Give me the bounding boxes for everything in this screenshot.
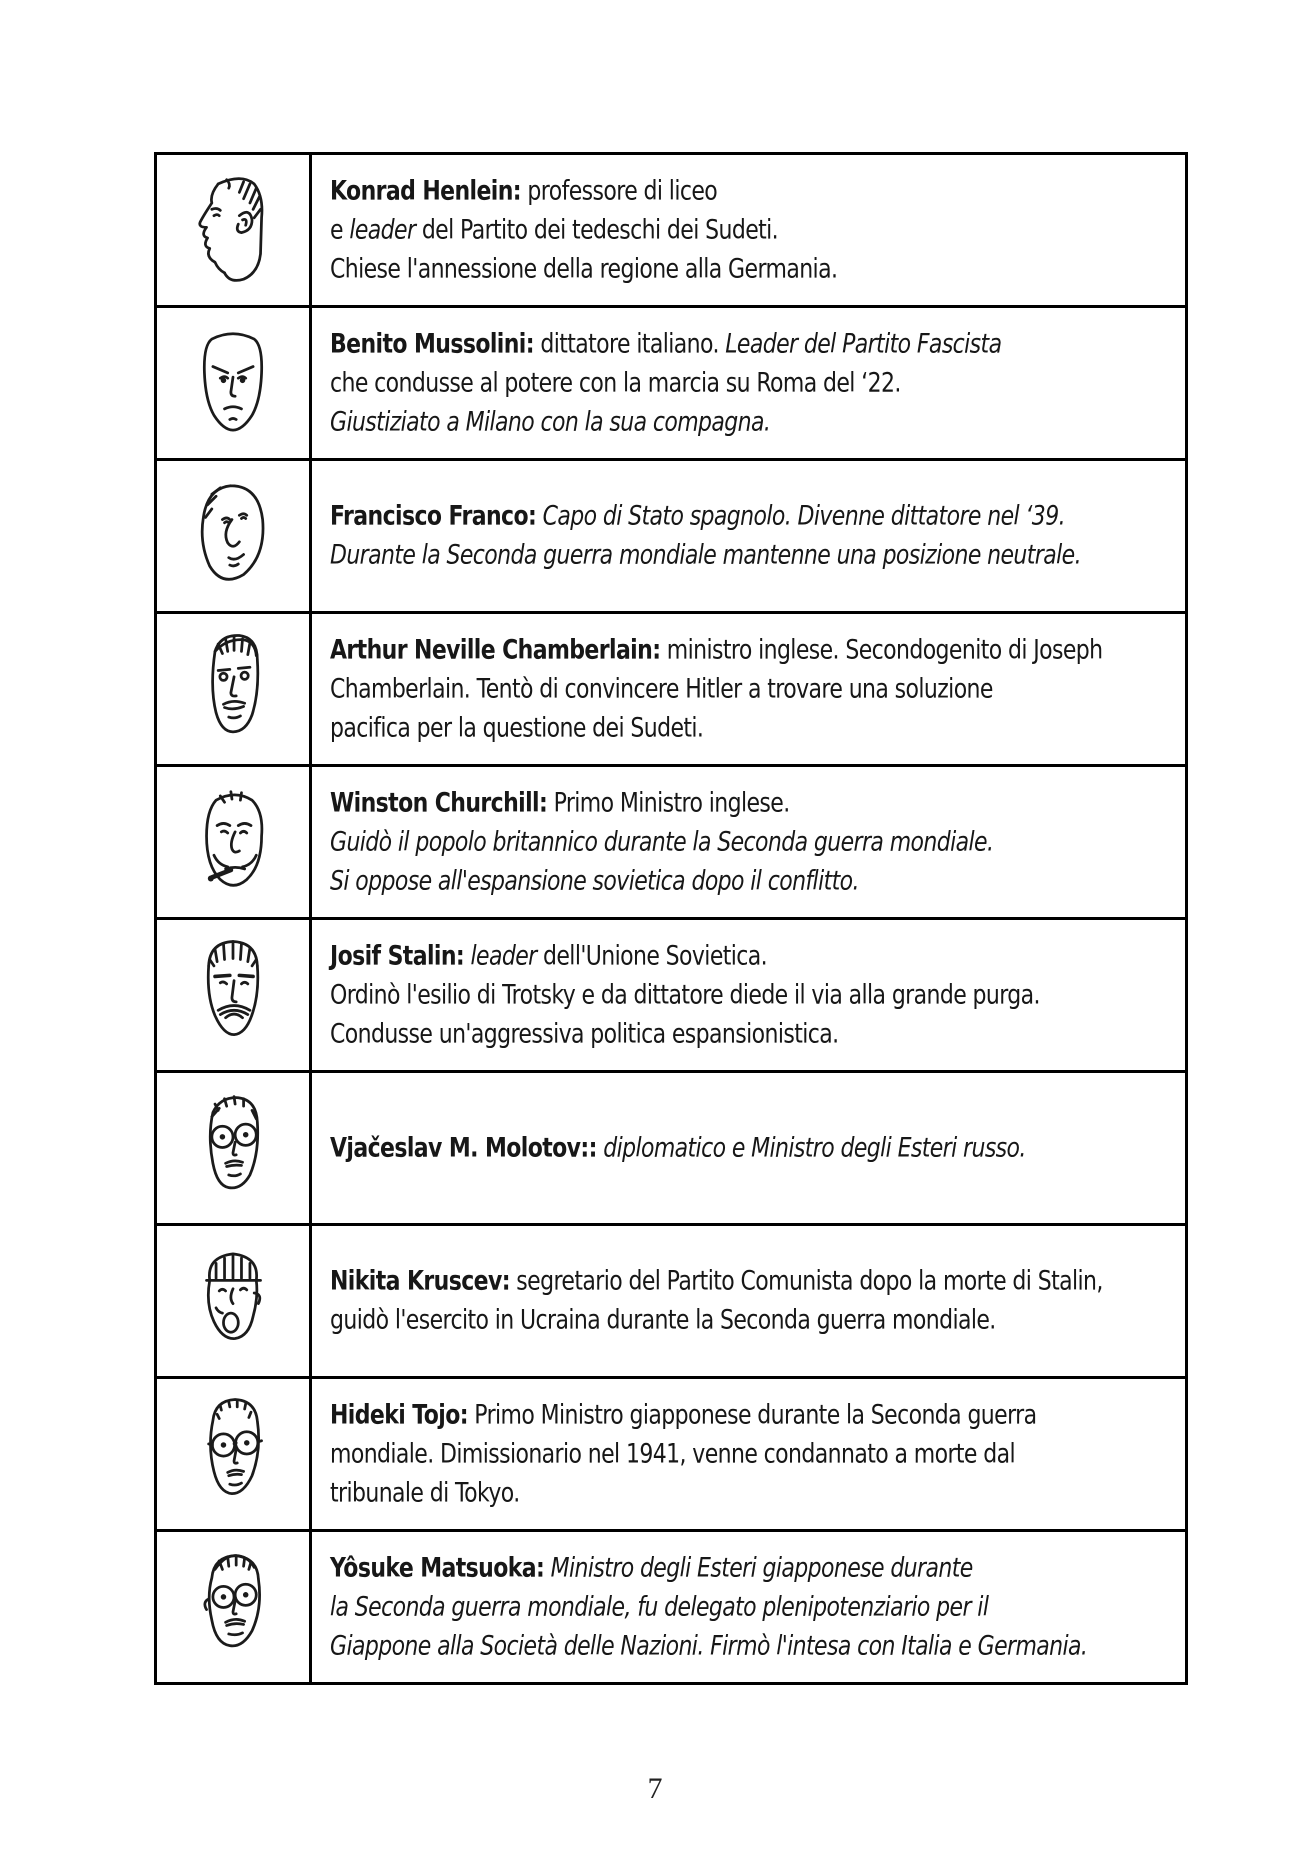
francisco-franco-portrait (157, 461, 312, 611)
figure-name: Benito Mussolini: (330, 328, 534, 360)
figure-description-text: Capo di Stato spagnolo. Divenne dittatore nel ‘39. (542, 501, 1065, 532)
table-row (157, 1073, 1185, 1226)
figure-description-text: diplomatico e Ministro degli Esteri russo. (603, 1132, 1026, 1164)
figure-description-text: Si oppose all'espansione sovietica dopo il conflitto. (330, 865, 859, 897)
konrad-henlein-portrait (157, 155, 312, 305)
figure-description-text: Chiese l'annessione della regione alla Germania. (330, 253, 838, 285)
josif-stalin-portrait (157, 920, 312, 1070)
figure-description-text: Durante la Seconda guerra mondiale mantenne una posizione neutrale. (330, 540, 1081, 571)
figure-description-text: dell'Unione Sovietica. (536, 940, 768, 972)
figure-description-text: tribunale di Tokyo. (330, 1477, 520, 1509)
figure-description-text: Giustiziato a Milano con la sua compagna. (330, 406, 771, 438)
description-cell (312, 461, 1185, 611)
table-row (157, 1532, 1185, 1682)
description-line (330, 1297, 1171, 1345)
yosuke-matsuoka-portrait (157, 1532, 312, 1682)
figure-description-text: Primo Ministro inglese. (547, 787, 790, 819)
figure-description-text: Ordinò l'esilio di Trotsky e da dittatore diede il via alla grande purga. (330, 979, 1040, 1011)
table-row (157, 1226, 1185, 1379)
description-cell (312, 1379, 1185, 1529)
figure-name: Yôsuke Matsuoka: (330, 1552, 545, 1584)
figure-description-text: pacifica per la questione dei Sudeti. (330, 712, 704, 744)
description-line (330, 1469, 1171, 1517)
table-row (157, 1379, 1185, 1532)
description-line (330, 532, 1171, 580)
arthur-neville-chamberlain-portrait (157, 614, 312, 764)
figure-description-text: segretario del Partito Comunista dopo la morte di Stalin, (509, 1266, 1103, 1297)
table-row (157, 920, 1185, 1073)
description-line (330, 1622, 1171, 1670)
description-line (330, 245, 1171, 293)
figure-name: Konrad Henlein: (330, 175, 521, 207)
description-line (330, 857, 1171, 905)
figure-name: Hideki Tojo: (330, 1399, 468, 1431)
figure-description-text: Guidò il popolo britannico durante la Seconda guerra mondiale. (330, 826, 994, 858)
hideki-tojo-portrait (157, 1379, 312, 1529)
figure-name: Arthur Neville Chamberlain: (330, 634, 661, 666)
description-cell (312, 308, 1185, 458)
figure-description-text: ministro inglese. Secondogenito di Joseph (660, 634, 1103, 666)
figure-description-text: la Seconda guerra mondiale, fu delegato plenipotenziario per il (330, 1591, 989, 1623)
description-cell (312, 614, 1185, 764)
description-cell (312, 1532, 1185, 1682)
page-number: 7 (647, 1772, 663, 1805)
figure-name: Vjačeslav M. Molotov:: (330, 1132, 597, 1164)
description-line (330, 398, 1171, 446)
table-row (157, 308, 1185, 461)
table-row (157, 461, 1185, 614)
figure-description-text: guidò l'esercito in Ucraina durante la Seconda guerra mondiale. (330, 1305, 996, 1336)
figure-description-text: Giappone alla Società delle Nazioni. Firmò l'intesa con Italia e Germania. (330, 1630, 1088, 1662)
historical-figures-table (154, 152, 1188, 1685)
description-line (330, 1124, 1171, 1172)
figure-name: Winston Churchill: (330, 787, 548, 819)
figure-name: Nikita Kruscev: (330, 1266, 510, 1297)
figure-description-text: mondiale. Dimissionario nel 1941, venne condannato a morte dal (330, 1438, 1015, 1470)
figure-description-text: del Partito dei tedeschi dei Sudeti. (415, 214, 779, 246)
figure-description-text: professore di liceo (521, 175, 718, 207)
figure-description-text: che condusse al potere con la marcia su Roma del ‘22. (330, 367, 901, 399)
description-cell (312, 155, 1185, 305)
figure-description-text: leader (349, 214, 416, 246)
description-cell (312, 1073, 1185, 1223)
benito-mussolini-portrait (157, 308, 312, 458)
table-row (157, 155, 1185, 308)
description-line (330, 1010, 1171, 1058)
table-row (157, 614, 1185, 767)
description-line (330, 704, 1171, 752)
figure-name: Francisco Franco: (330, 501, 537, 532)
nikita-kruscev-portrait (157, 1226, 312, 1376)
table-row (157, 767, 1185, 920)
winston-churchill-portrait (157, 767, 312, 917)
figure-description-text: Primo Ministro giapponese durante la Seconda guerra (467, 1399, 1037, 1431)
description-cell (312, 767, 1185, 917)
description-cell (312, 1226, 1185, 1376)
figure-description-text: Leader del Partito Fascista (725, 328, 1002, 360)
figure-description-text: Ministro degli Esteri giapponese durante (550, 1552, 973, 1584)
figure-name: Josif Stalin: (330, 940, 465, 972)
figure-description-text: e (330, 214, 350, 246)
figure-description-text: dittatore italiano. (533, 328, 726, 360)
figure-description-text: leader (470, 940, 537, 972)
figure-description-text: Condusse un'aggressiva politica espansionistica. (330, 1018, 839, 1050)
figure-description-text: Chamberlain. Tentò di convincere Hitler a trovare una soluzione (330, 673, 993, 705)
vjaceslav-molotov-portrait (157, 1073, 312, 1223)
description-cell (312, 920, 1185, 1070)
